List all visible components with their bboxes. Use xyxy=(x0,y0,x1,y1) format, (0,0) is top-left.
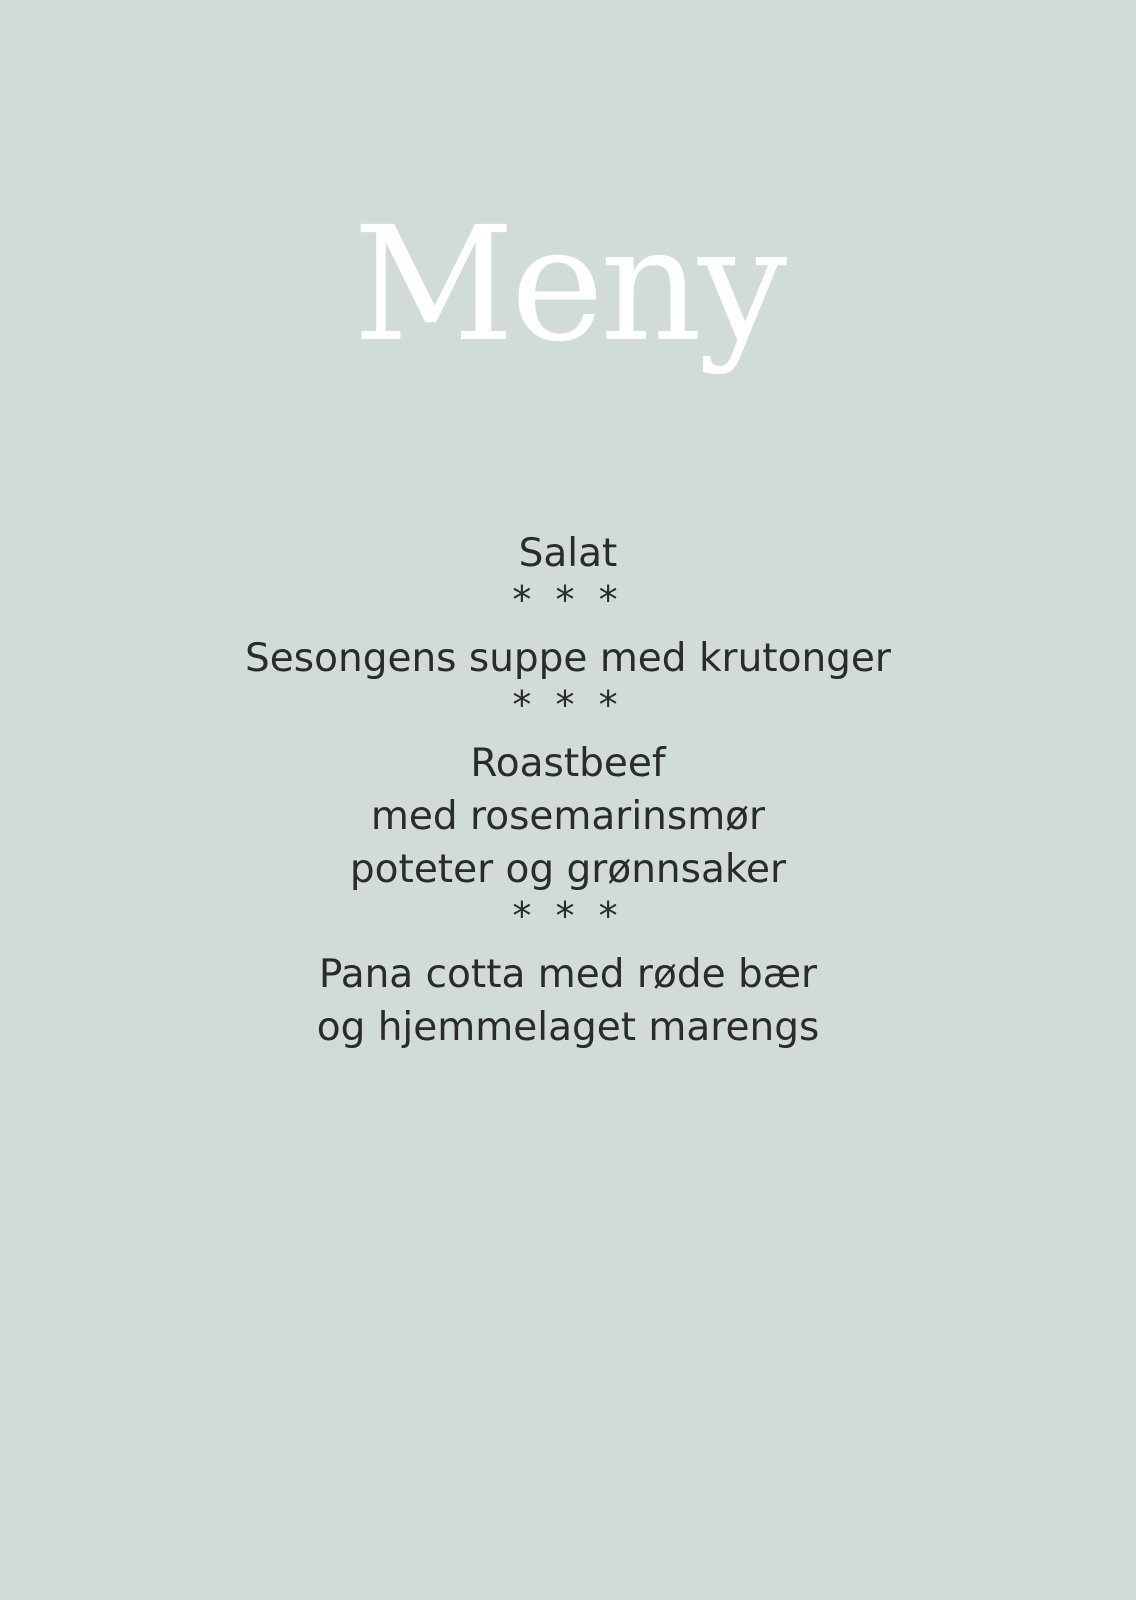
course-main-detail: med rosemarinsmør xyxy=(370,794,766,839)
course-salad: Salat xyxy=(518,531,618,576)
course-main-detail: poteter og grønnsaker xyxy=(349,847,787,892)
course-dessert-detail: og hjemmelaget marengs xyxy=(316,1005,820,1050)
menu-title: Meny xyxy=(352,193,784,377)
course-separator: * * * xyxy=(512,894,624,938)
menu-courses xyxy=(0,527,1136,1054)
course-dessert: Pana cotta med røde bær xyxy=(318,952,818,997)
course-separator: * * * xyxy=(512,578,624,622)
course-soup: Sesongens suppe med krutonger xyxy=(245,636,891,681)
course-separator: * * * xyxy=(512,683,624,727)
course-main-title: Roastbeef xyxy=(470,741,666,786)
